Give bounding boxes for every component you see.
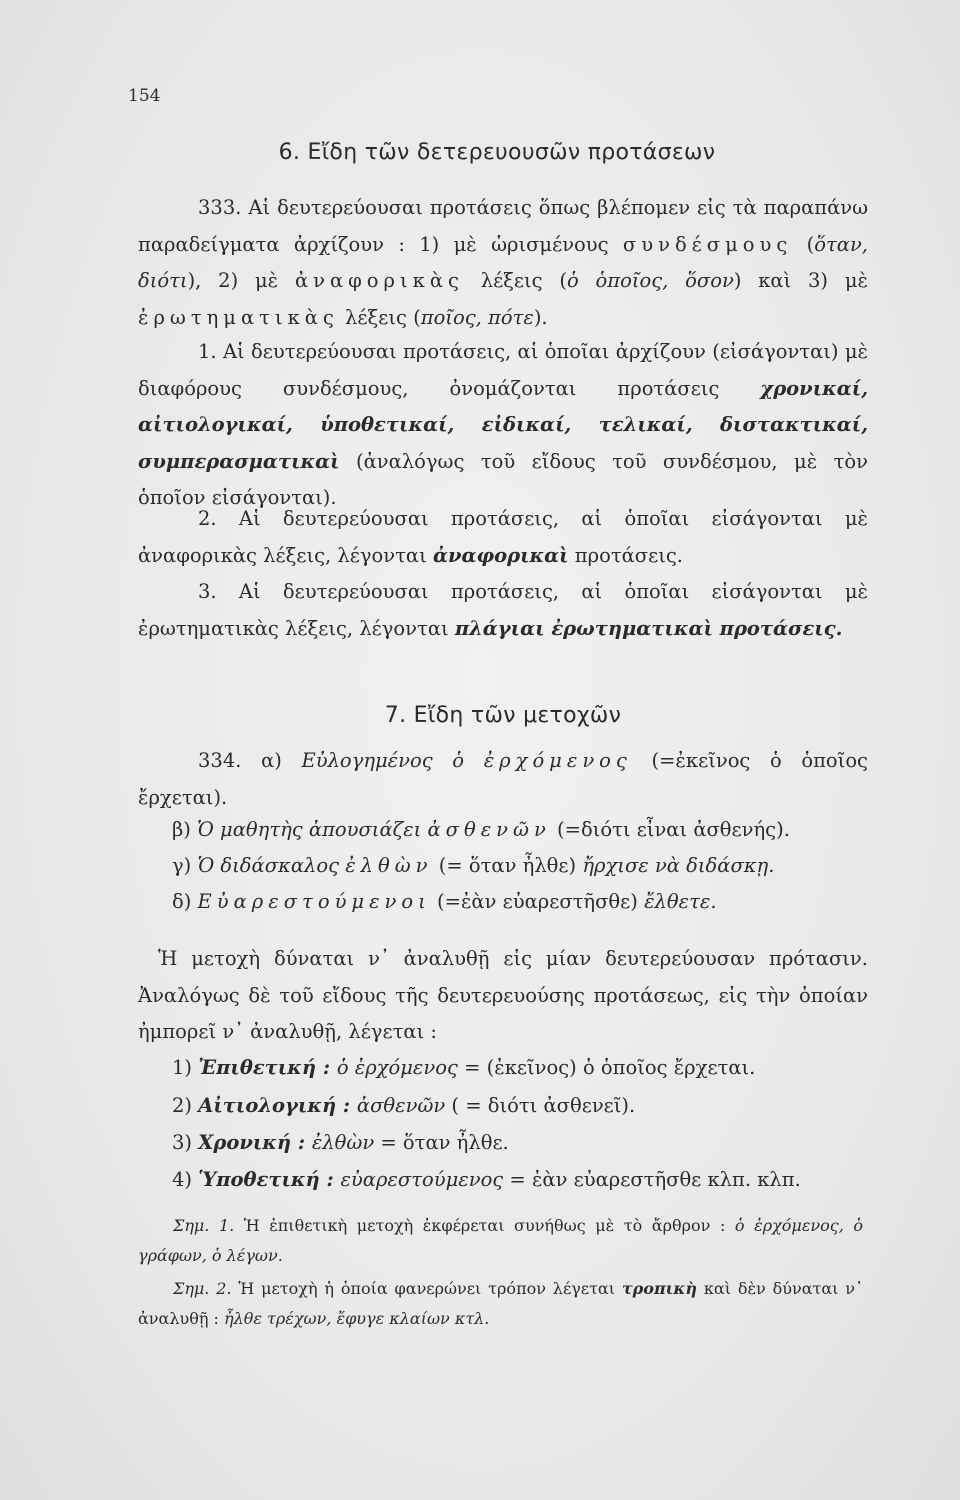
paragraph-1: 1. Αἱ δευτερεύουσαι προτάσεις, αἱ ὁποῖαι ἀρχίζουν (εἰσάγονται) μὲ διαφόρους συνδέσμους, ὀνομάζονται προτάσεις χρονικαί, αἰτιολογικαί, ὑποθετικαί, εἰδικαί, τελικαί, διστακτικαί, συμπερασματικαὶ (ἀναλόγως τοῦ εἴδους τοῦ συνδέσμου, μὲ τὸν ὁποῖον εἰσάγονται).: [138, 340, 868, 510]
paragraph-334: 334. α) Εὐλογημένος ὁ ἐρχόμενος (=ἐκεῖνος ὁ ὁποῖος ἔρχεται).: [138, 749, 868, 809]
list-item: 3) Χρονική : ἐλθὼν = ὅταν ἦλθε.: [172, 1131, 509, 1154]
note-2: Σημ. 2. Ἡ μετοχὴ ἡ ὁποία φανερώνει τρόπον λέγεται τροπικὴ καὶ δὲν δύναται ν᾽ ἀναλυθῇ : ἦλθε τρέχων, ἔφυγε κλαίων κτλ.: [138, 1279, 864, 1328]
example-beta: β) Ὁ μαθητὴς ἀπουσιάζει ἀσθενῶν (=διότι εἶναι ἀσθενής).: [172, 818, 790, 841]
list-item: 1) Ἐπιθετική : ὁ ἐρχόμενος = (ἐκεῖνος) ὁ ὁποῖος ἔρχεται.: [172, 1056, 756, 1079]
paragraph-3: 3. Αἱ δευτερεύουσαι προτάσεις, αἱ ὁποῖαι εἰσάγονται μὲ ἐρωτηματικὰς λέξεις, λέγονται πλάγιαι ἐρωτηματικαὶ προτάσεις.: [138, 580, 868, 640]
example-delta: δ) Εὐαρεστούμενοι (=ἐὰν εὐαρεστῆσθε) ἔλθετε.: [172, 890, 717, 913]
paragraph-2: 2. Αἱ δευτερεύουσαι προτάσεις, αἱ ὁποῖαι εἰσάγονται μὲ ἀναφορικὰς λέξεις, λέγονται ἀναφορικαὶ προτάσεις.: [138, 507, 868, 567]
list-item: 2) Αἰτιολογική : ἀσθενῶν ( = διότι ἀσθενεῖ).: [172, 1094, 636, 1117]
note-1: Σημ. 1. Ἡ ἐπιθετικὴ μετοχὴ ἐκφέρεται συνήθως μὲ τὸ ἄρθρον : ὁ ἐρχόμενος, ὁ γράφων, ὁ λέγων.: [138, 1216, 864, 1265]
page-number: 154: [128, 86, 161, 106]
section-heading-6: 6. Εἴδη τῶν δετερευουσῶν προτάσεων: [278, 140, 716, 165]
example-gamma: γ) Ὁ διδάσκαλος ἐλθὼν (= ὅταν ἦλθε) ἤρχισε νὰ διδάσκῃ.: [172, 854, 775, 877]
section-heading-7: 7. Εἴδη τῶν μετοχῶν: [384, 703, 622, 728]
paragraph-participle: Ἡ μετοχὴ δύναται ν᾽ ἀναλυθῇ εἰς μίαν δευτερεύουσαν πρότασιν. Ἀναλόγως δὲ τοῦ εἴδους τῆς δευτερευούσης προτάσεως, εἰς τὴν ὁποίαν ἠμπορεῖ ν᾽ ἀναλυθῇ, λέγεται :: [138, 947, 868, 1044]
list-item: 4) Ὑποθετική : εὐαρεστούμενος = ἐὰν εὐαρεστῆσθε κλπ. κλπ.: [172, 1168, 801, 1191]
paragraph-333: 333. Αἱ δευτερεύουσαι προτάσεις ὅπως βλέπομεν εἰς τὰ παραπάνω παραδείγματα ἀρχίζουν : 1) μὲ ὡρισμένους συνδέσμους (ὅταν, διότι), 2) μὲ ἀναφορικὰς λέξεις (ὁ ὁποῖος, ὅσον) καὶ 3) μὲ ἐρωτηματικὰς λέξεις (ποῖος, πότε).: [138, 196, 868, 329]
